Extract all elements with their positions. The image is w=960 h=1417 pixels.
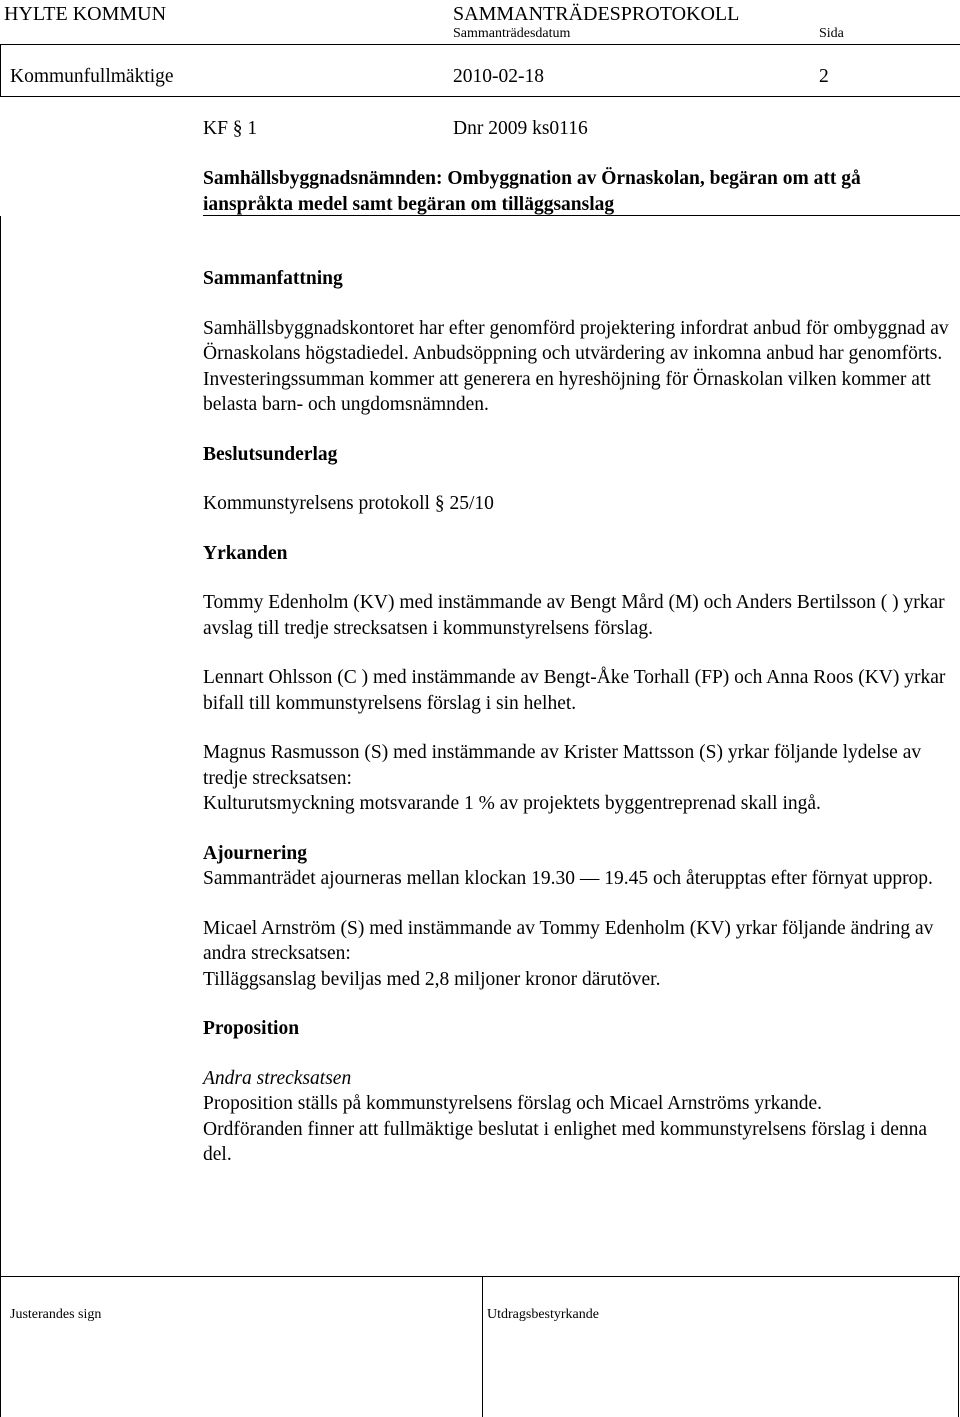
summary-text-2: Investeringssumman kommer att generera en hyreshöjning för Örnaskolan vilken kommer att belasta barn- och ungdomsnämnden. <box>203 368 931 415</box>
motion-2: Lennart Ohlsson (C ) med instämmande av Bengt-Åke Torhall (FP) och Anna Roos (KV) yrkar bifall till kommunstyrelsens förslag i sin helhet. <box>203 667 946 714</box>
summary-text-1: Samhällsbyggnadskontoret har efter genomförd projektering infordrat anbud för ombyggnad av Örnaskolans högstadiedel. Anbudsöppning och utvärdering av inkomna anbud har genomförts. <box>203 317 949 364</box>
motion-4-text: Tilläggsanslag beviljas med 2,8 miljoner kronor därutöver. <box>203 968 661 990</box>
proposition-text-1: Proposition ställs på kommunstyrelsens förslag och Micael Arnströms yrkande. <box>203 1093 823 1114</box>
footer-rule-right <box>958 1277 959 1417</box>
footer-rule-left <box>0 1277 1 1417</box>
adjourn-text: Sammanträdet ajourneras mellan klockan 19.30 — 19.45 och återupptas efter förnyat upprop. <box>203 868 933 889</box>
proposition-text-2: Ordföranden finner att fullmäktige beslutat i enlighet med kommunstyrelsens förslag i denna del. <box>203 1118 928 1165</box>
meeting-date: 2010-02-18 <box>453 66 544 87</box>
proposition-heading: Proposition <box>203 1018 300 1039</box>
main-content <box>203 266 953 1168</box>
basis-heading: Beslutsunderlag <box>203 443 338 465</box>
summary-heading: Sammanfattning <box>203 268 343 289</box>
paragraph-number: KF § 1 <box>203 118 258 139</box>
meeting-body: Kommunfullmäktige <box>10 66 174 87</box>
page-number: 2 <box>819 66 829 87</box>
case-title: Samhällsbyggnadsnämnden: Ombyggnation av Örnaskolan, begäran om att gå ianspråkta medel samt begäran om tilläggsanslag <box>203 168 861 215</box>
proposition-subheading: Andra strecksatsen <box>203 1067 352 1089</box>
page-label: Sida <box>819 26 844 41</box>
footer-rule-mid <box>482 1277 483 1417</box>
header-rule-bottom <box>0 96 960 97</box>
footer-rule-top <box>0 1276 960 1277</box>
header-rule-left <box>0 44 1 96</box>
date-label: Sammanträdesdatum <box>453 26 571 41</box>
org-name: HYLTE KOMMUN <box>4 3 167 25</box>
motion-3-intro: Magnus Rasmusson (S) med instämmande av Krister Mattsson (S) yrkar följande lydelse av tredje strecksatsen: <box>203 742 922 789</box>
header-rule-top <box>0 44 960 45</box>
basis-text: Kommunstyrelsens protokoll § 25/10 <box>203 493 494 514</box>
motions-heading: Yrkanden <box>203 542 288 564</box>
dnr: Dnr 2009 ks0116 <box>453 118 588 139</box>
sign-label: Justerandes sign <box>10 1307 102 1322</box>
motion-1: Tommy Edenholm (KV) med instämmande av Bengt Mård (M) och Anders Bertilsson ( ) yrkar avslag till tredje strecksatsen i kommunstyrelsens förslag. <box>203 592 945 639</box>
motion-4-intro: Micael Arnström (S) med instämmande av Tommy Edenholm (KV) yrkar följande ändring av andra strecksatsen: <box>203 917 934 964</box>
left-margin-rule <box>0 216 1 1276</box>
title-underline <box>203 215 960 216</box>
extract-label: Utdragsbestyrkande <box>487 1307 599 1322</box>
motion-3-text: Kulturutsmyckning motsvarande 1 % av projektets byggentreprenad skall ingå. <box>203 793 821 814</box>
adjourn-heading: Ajournering <box>203 842 307 864</box>
doc-type: SAMMANTRÄDESPROTOKOLL <box>453 3 740 25</box>
